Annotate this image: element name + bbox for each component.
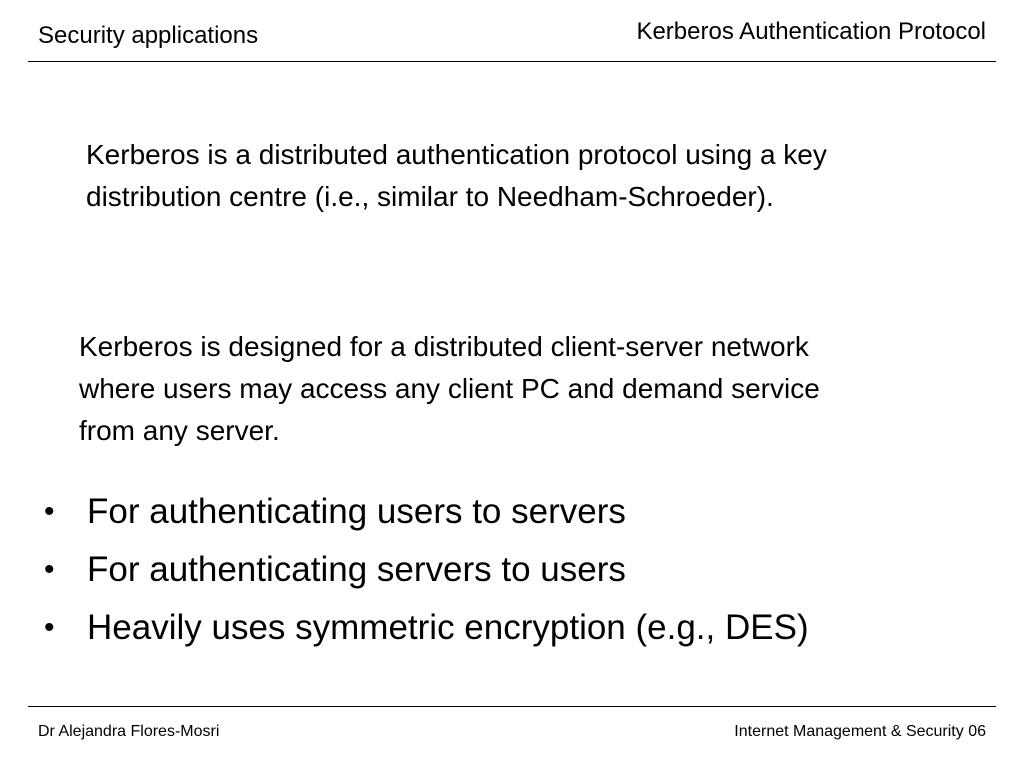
- footer-course: Internet Management & Security 06: [734, 723, 986, 740]
- bullet-dot-icon: •: [44, 611, 55, 644]
- bullet-text: For authenticating servers to users: [87, 550, 626, 589]
- section-title: Security applications: [38, 22, 259, 49]
- bullet-text: For authenticating users to servers: [87, 492, 626, 531]
- design-paragraph: Kerberos is designed for a distributed client-server network where users may access any client PC and demand service from any server.: [79, 331, 820, 446]
- bullet-dot-icon: •: [44, 553, 55, 586]
- footer-divider: [28, 706, 996, 707]
- bullet-text: Heavily uses symmetric encryption (e.g., DES): [87, 608, 809, 647]
- header-divider: [28, 61, 996, 62]
- footer-author: Dr Alejandra Flores-Mosri: [38, 723, 220, 740]
- intro-paragraph: Kerberos is a distributed authentication protocol using a key distribution centre (i.e., similar to Needham-Schroeder).: [86, 139, 827, 212]
- slide-title: Kerberos Authentication Protocol: [636, 18, 986, 45]
- bullet-dot-icon: •: [44, 495, 55, 528]
